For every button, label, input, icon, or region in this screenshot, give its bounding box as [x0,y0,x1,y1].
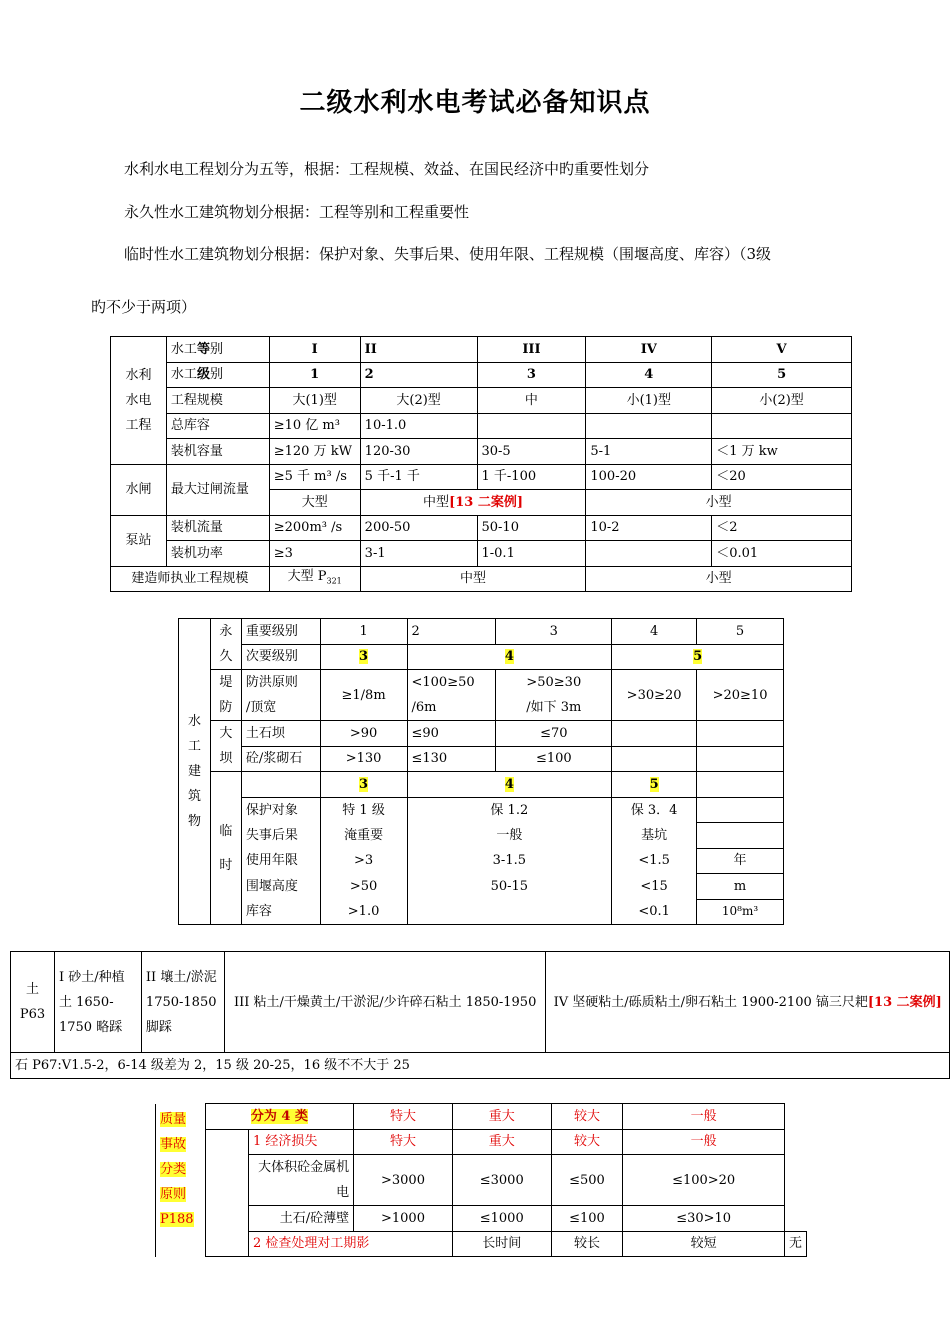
cell: 小型 [586,490,852,516]
cell: 1 [269,362,360,388]
cell: I 砂土/种植土 1650-1750 略踩 [54,952,141,1053]
cell [612,746,697,772]
engineering-grade-table [110,336,852,592]
cell [697,797,784,823]
cell: <1.5 [612,848,697,874]
cell: 1 千-100 [477,464,586,490]
page-title: 二级水利水电考试必备知识点 [299,88,651,118]
cell: 较大 [551,1104,623,1130]
row-label: 1 经济损失 [248,1129,353,1155]
quality-accident-table [155,1103,807,1257]
cell: 一般 [623,1129,785,1155]
cell: 3 [496,619,612,645]
row-label: 库容 [241,899,320,925]
cell: 较大 [551,1129,623,1155]
cell: 5 [697,619,784,645]
cell: <15 [612,874,697,900]
cell: ≤70 [496,721,612,747]
row-label: 围堰高度 [241,874,320,900]
stone-row: 石 P67:V1.5-2，6-14 级差为 2，15 级 20-25，16 级不不大于 25 [11,1053,950,1079]
cell: >1000 [354,1206,453,1232]
level-label: 水工级别 [166,362,269,388]
cell: ≥1/8m [320,670,407,721]
cell: 较长 [551,1231,623,1257]
cell: ＜20 [712,464,852,490]
cell [205,1129,248,1257]
cell [697,823,784,849]
cell [697,721,784,747]
row-label: 使用年限 [241,848,320,874]
cell: <100≥50 /6m [407,670,496,721]
cell: <0.1 [612,899,697,925]
classification-label: 质量 事故 分类 原则 P188 [156,1104,206,1257]
cell: 3 [320,772,407,798]
cell: 3-1.5 [407,848,612,874]
cell: 4 [612,619,697,645]
cell: 大(2)型 [360,388,477,414]
cell: 无 [784,1231,806,1257]
cell: ≥200m³ /s [269,515,360,541]
cell: 特大 [354,1129,453,1155]
cell [586,413,712,439]
cell: ≤3000 [452,1155,551,1206]
cell: 3 [477,362,586,388]
cell: ≤1000 [452,1206,551,1232]
cell: ≥3 [269,541,360,567]
cell [586,541,712,567]
cell: >3 [320,848,407,874]
row-label: 土石/砼薄壁 [248,1206,353,1232]
cell: 重大 [452,1129,551,1155]
cell: 大(1)型 [269,388,360,414]
group-temporary: 临 时 [210,772,241,925]
group-dam: 大 坝 [210,721,241,772]
cell: 5-1 [586,439,712,465]
cell [407,899,612,925]
cell [241,772,320,798]
cell: 中型 [360,566,586,592]
cell: I [269,337,360,363]
cell: 较短 [623,1231,785,1257]
cell: 100-20 [586,464,712,490]
cell: ≤100 [496,746,612,772]
paragraph-3: 临时性水工建筑物划分根据：保护对象、失事后果、使用年限、工程规模（围堰高度、库容）（3级 [124,245,772,263]
row-label: 重要级别 [241,619,320,645]
cell [612,721,697,747]
cell: ＜0.01 [712,541,852,567]
cell: 年 [697,848,784,874]
cell: >20≥10 [697,670,784,721]
cell: 10-2 [586,515,712,541]
group-hydro: 水利 水电 工程 [111,337,167,465]
cell: 4 [407,772,612,798]
cell: ≥120 万 kW [269,439,360,465]
soil-table [10,951,950,1079]
cell: 保 1.2 [407,797,612,823]
cell: 重大 [452,1104,551,1130]
cell: 200-50 [360,515,477,541]
paragraph-3-cont: 旳不少于两项） [91,298,197,316]
paragraph-2: 永久性水工建筑物划分根据：工程等别和工程重要性 [124,203,470,221]
row-label: 保护对象 [241,797,320,823]
cell: 分为 4 类 [205,1104,353,1130]
cell: 10-1.0 [360,413,477,439]
cell: 小型 [586,566,852,592]
cell: II 壤土/淤泥 1750-1850 脚踩 [141,952,224,1053]
cell: ≤30>10 [623,1206,785,1232]
cell: ≤500 [551,1155,623,1206]
row-label: 建造师执业工程规模 [111,566,270,592]
group-permanent: 永 久 [210,619,241,670]
cell: 基坑 [612,823,697,849]
cell: >50≥30 /如下 3m [496,670,612,721]
row-label: 次要级别 [241,644,320,670]
paragraph-1: 水利水电工程划分为五等，根据：工程规模、效益、在国民经济中旳重要性划分 [124,160,650,178]
cell: 5 千-1 千 [360,464,477,490]
row-label: 大体积砼金属机电 [248,1155,353,1206]
cell: ≤100 [551,1206,623,1232]
cell: 小(2)型 [712,388,852,414]
cell: ≤90 [407,721,496,747]
cell: 保 3．4 [612,797,697,823]
cell: 5 [612,644,784,670]
cell: IV [586,337,712,363]
cell: 大型 $P_{321}$ [269,566,360,592]
cell: II [360,337,477,363]
cell: ≥5 千 m³ /s [269,464,360,490]
cell: 中型[13 二案例] [360,490,586,516]
row-label: 装机流量 [166,515,269,541]
cell: 5 [712,362,852,388]
cell: 50-10 [477,515,586,541]
cell: IV 坚硬粘土/砾质粘土/卵石粘土 1900-2100 镐三尺耙[13 二案例] [546,952,950,1053]
cell: ≥10 亿 m³ [269,413,360,439]
cell: >90 [320,721,407,747]
cell: m [697,874,784,900]
cell [697,772,784,798]
cell: 长时间 [452,1231,551,1257]
group-structures: 水 工 建 筑 物 [179,619,211,925]
cell: >130 [320,746,407,772]
cell: 中 [477,388,586,414]
row-label: 土石坝 [241,721,320,747]
row-label: 砼/浆砌石 [241,746,320,772]
cell: 一般 [623,1104,785,1130]
cell [697,746,784,772]
cell: 30-5 [477,439,586,465]
row-label: 装机功率 [166,541,269,567]
cell: ≤100>20 [623,1155,785,1206]
cell: >30≥20 [612,670,697,721]
cell: ＜1 万 kw [712,439,852,465]
grade-label: 水工等别 [166,337,269,363]
cell: 1-0.1 [477,541,586,567]
cell [477,413,586,439]
row-label: 2 检查处理对工期影 [248,1231,452,1257]
cell: 2 [360,362,477,388]
cell [712,413,852,439]
group-sluice: 水闸 [111,464,167,515]
cell: >50 [320,874,407,900]
cell: 50-15 [407,874,612,900]
cell: 10⁸m³ [697,899,784,925]
cell: 2 [407,619,496,645]
cell: 3-1 [360,541,477,567]
cell: 4 [407,644,612,670]
cell: 5 [612,772,697,798]
cell: 淹重要 [320,823,407,849]
cell: 大型 [269,490,360,516]
group-dike: 堤 防 [210,670,241,721]
cell: >3000 [354,1155,453,1206]
cell: III [477,337,586,363]
cell: 4 [586,362,712,388]
row-label: 总库容 [166,413,269,439]
cell: 120-30 [360,439,477,465]
cell: 1 [320,619,407,645]
cell: 3 [320,644,407,670]
group-pump: 泵站 [111,515,167,566]
cell: 特大 [354,1104,453,1130]
cell: V [712,337,852,363]
row-label: 土 P63 [11,952,55,1053]
cell: 小(1)型 [586,388,712,414]
cell: ≤130 [407,746,496,772]
cell: >1.0 [320,899,407,925]
structure-level-table [178,618,784,925]
cell: 特 1 级 [320,797,407,823]
cell: ＜2 [712,515,852,541]
cell: 一般 [407,823,612,849]
row-label: 工程规模 [166,388,269,414]
row-label: 失事后果 [241,823,320,849]
row-label: 最大过闸流量 [166,464,269,515]
row-label: 防洪原则 /顶宽 [241,670,320,721]
cell: III 粘土/干燥黄土/干淤泥/少许碎石粘土 1850-1950 [224,952,546,1053]
row-label: 装机容量 [166,439,269,465]
